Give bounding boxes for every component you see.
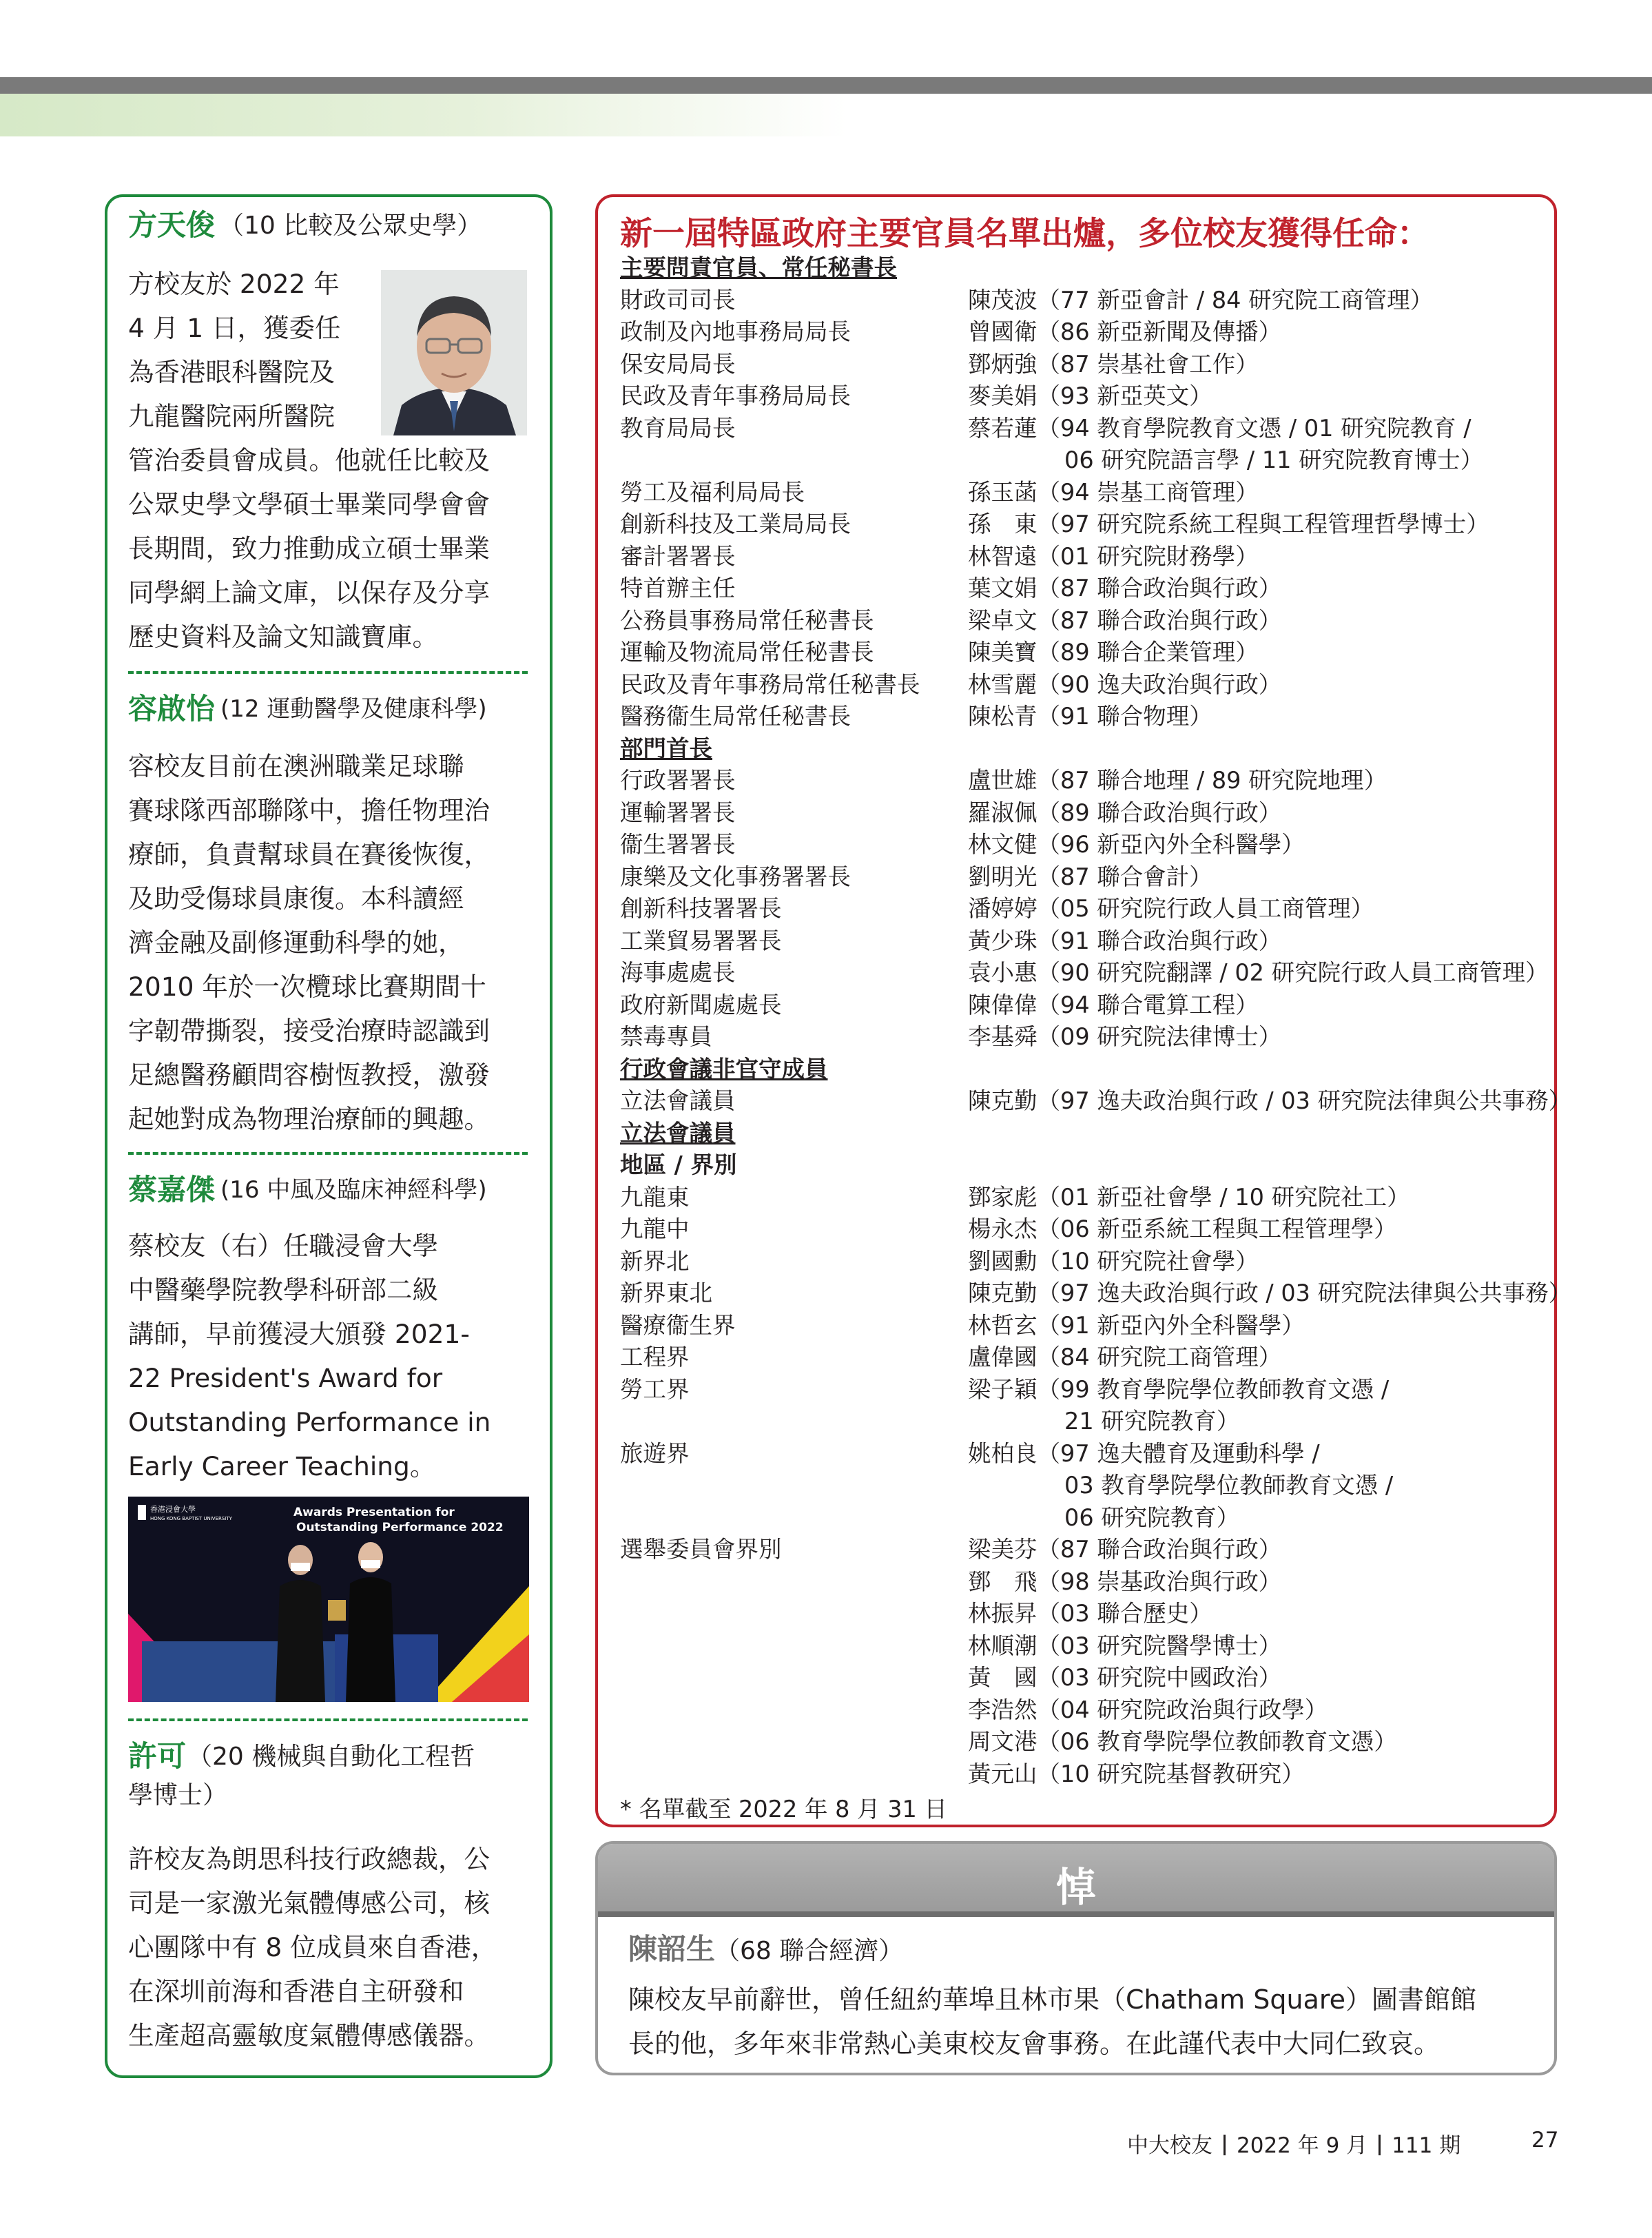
text-line: 起她對成為物理治療師的興趣。 [128,1104,490,1134]
position-title: 九龍東 [620,1183,690,1211]
obituary-person [628,1927,903,1968]
text-line: 2010 年於一次欖球比賽期間十 [128,972,486,1002]
footer-separator [1223,2135,1226,2155]
appointment-row [620,316,1557,349]
page-number: 27 [1531,2128,1559,2153]
text-line: 足總醫務顧問容樹恆教授，激發 [128,1060,490,1090]
obituary-note: （68 聯合經濟） [715,1937,904,1965]
position-title [620,1598,968,1630]
appointment-row [620,1758,1557,1791]
appointee: 李浩然（04 研究院政治與行政學） [968,1696,1328,1723]
appointee: 曾國衛（86 新亞新聞及傳播） [968,318,1282,345]
appointment-row [620,285,1557,317]
top-gradient-band [0,94,847,136]
appointee: 陳松青（91 聯合物理） [968,703,1212,730]
appointment-row [620,1662,1557,1694]
appointee: 葉文娟（87 聯合政治與行政） [968,575,1282,602]
position-title: 九龍中 [620,1215,690,1242]
appointee: 黃 國（03 研究院中國政治） [968,1664,1282,1691]
award-banner-line-1: Awards Presentation for [293,1506,455,1519]
appointment-row [620,380,1557,413]
appointment-row [620,541,1557,573]
appointee: 06 研究院語言學 / 11 研究院教育博士） [1064,446,1484,473]
position-title: 財政司司長 [620,286,736,314]
appointment-row [620,957,1557,989]
appointment-row [620,1374,1557,1406]
text-line: 蔡校友（右）任職浸會大學 [128,1231,438,1261]
text-line: 為香港眼科醫院及 [128,357,335,387]
appointee: 姚柏良（97 逸夫體育及運動科學 / [968,1439,1320,1467]
footer [1127,2128,1460,2159]
position-title [620,1694,968,1727]
appointments-title: 新一屆特區政府主要官員名單出爐，多位校友獲得任命： [620,215,1429,253]
text-line: Early Career Teaching。 [128,1451,436,1481]
text-line: 4 月 1 日，獲委任 [128,313,341,343]
text-line: 許校友為朗思科技行政總裁，公 [128,1844,490,1874]
appointee: 21 研究院教育） [1064,1408,1240,1435]
appointee: 梁卓文（87 聯合政治與行政） [968,606,1282,634]
obituary-header [598,1844,1554,1917]
appointee: 林文健（96 新亞內外全科醫學） [968,831,1305,858]
dashed-divider [128,1152,528,1155]
appointment-row [620,1470,1557,1502]
text-line: 字韌帶撕裂，接受治療時認識到 [128,1016,490,1046]
position-title [620,1662,968,1694]
text-line: 在深圳前海和香港自主研發和 [128,1976,464,2006]
appointee: 李基舜（09 研究院法律博士） [968,1023,1282,1050]
position-title: 新界東北 [620,1280,712,1306]
alumni-name-2: 容啟怡 [128,692,216,726]
appointee: 孫玉菡（94 崇基工商管理） [968,478,1259,506]
appointment-row [620,573,1557,605]
text-line: 賽球隊西部聯隊中，擔任物理治 [128,795,490,825]
alumni-name-1: 方天俊 [128,208,216,242]
position-title: 特首辦主任 [620,575,736,602]
award-logo-sub: HONG KONG BAPTIST UNIVERSITY [150,1516,232,1521]
alumni-text-1-short [128,262,340,438]
appointment-row [620,1534,1557,1566]
text-line: 方校友於 2022 年 [128,269,340,299]
dashed-divider [128,1718,528,1721]
appointment-row [620,1342,1557,1374]
position-title: 新界北 [620,1247,690,1275]
appointee: 陳克勤（97 逸夫政治與行政 / 03 研究院法律與公共事務） [968,1280,1572,1306]
position-title: 行政署署長 [620,767,736,794]
section-heading: 立法會議員 [620,1119,736,1147]
appointment-row [620,1598,1557,1630]
appointee: 潘婷婷（05 研究院行政人員工商管理） [968,895,1374,922]
footer-separator [1379,2135,1381,2155]
appointee: 袁小惠（90 研究院翻譯 / 02 研究院行政人員工商管理） [968,959,1549,986]
position-title [620,444,968,477]
obituary-text [628,1978,1538,2066]
section-heading-row [620,1118,1557,1150]
position-title: 禁毒專員 [620,1023,712,1050]
text-line: 長期間，致力推動成立碩士畢業 [128,533,490,564]
dashed-divider [128,671,528,674]
text-line: 及助受傷球員康復。本科讀經 [128,883,464,914]
position-title: 選舉委員會界別 [620,1536,782,1563]
appointee: 陳偉偉（94 聯合電算工程） [968,991,1259,1018]
appointee: 鄧炳強（87 崇基社會工作） [968,350,1259,378]
appointment-row [620,1726,1557,1758]
position-title [620,1502,968,1534]
text-line: 同學網上論文庫，以保存及分享 [128,577,490,608]
appointee: 林順潮（03 研究院醫學博士） [968,1632,1282,1659]
position-title [620,1470,968,1502]
text-line: 22 President's Award for [128,1363,443,1393]
section-heading: 部門首長 [620,735,712,762]
text-line: 講師，早前獲浸大頒發 2021- [128,1319,470,1349]
award-logo-text: 香港浸會大學 [150,1505,196,1514]
appointee: 麥美娟（93 新亞英文） [968,382,1212,409]
appointee: 林哲玄（91 新亞內外全科醫學） [968,1311,1305,1339]
appointee: 蔡若蓮（94 教育學院教育文憑 / 01 研究院教育 / [968,414,1472,442]
position-title: 立法會議員 [620,1087,736,1114]
footer-issue-date: 2022 年 9 月 [1237,2133,1368,2158]
appointment-row [620,1021,1557,1054]
position-title: 審計署署長 [620,542,736,570]
position-title [620,1630,968,1663]
appointment-row [620,925,1557,958]
section-heading: 主要問責官員、常任秘書長 [620,254,897,281]
alumni-name-3: 蔡嘉傑 [128,1173,216,1207]
appointee: 林智遠（01 研究院財務學） [968,542,1259,570]
appointment-row [620,1566,1557,1599]
position-title: 醫務衞生局常任秘書長 [620,703,851,730]
subheading: 地區 / 界別 [620,1151,737,1178]
footer-magazine: 中大校友 [1127,2133,1212,2158]
appointment-row [620,349,1557,381]
appointee: 羅淑佩（89 聯合政治與行政） [968,799,1282,826]
text-line: 濟金融及副修運動科學的她， [128,927,464,958]
appointee: 陳茂波（77 新亞會計 / 84 研究院工商管理） [968,286,1434,314]
text-line: 司是一家激光氣體傳感公司，核 [128,1888,490,1918]
appointment-row [620,861,1557,894]
text-line: 療師，負責幫球員在賽後恢復， [128,839,490,870]
appointment-row [620,605,1557,637]
position-title: 海事處處長 [620,959,736,986]
award-banner-line-2: Outstanding Performance 2022 [296,1521,504,1534]
appointment-row [620,509,1557,541]
position-title: 旅遊界 [620,1439,690,1467]
appointments-table [620,252,1572,1790]
text-line: 容校友目前在澳洲職業足球聯 [128,751,464,781]
appointee: 周文港（06 教育學院學位教師教育文憑） [968,1728,1397,1755]
appointment-row [620,1310,1557,1342]
appointment-row [620,829,1557,861]
appointment-row [620,1085,1572,1118]
position-title: 運輸署署長 [620,799,736,826]
appointee: 陳克勤（97 逸夫政治與行政 / 03 研究院法律與公共事務） [968,1087,1572,1114]
alumni-note-2: (12 運動醫學及健康科學) [220,695,487,723]
position-title: 政制及內地事務局局長 [620,318,851,345]
text-line: 長的他，多年來非常熱心美東校友會事務。在此謹代表中大同仁致哀。 [628,2029,1441,2059]
position-title [620,1758,968,1791]
position-title: 康樂及文化事務署署長 [620,863,851,890]
appointment-row [620,444,1557,477]
appointment-row [620,1182,1557,1214]
appointment-row [620,1277,1572,1310]
alumni-text-4 [128,1837,535,2057]
appointment-row [620,1502,1557,1534]
position-title: 民政及青年事務局局長 [620,382,851,409]
alumni-name-4: 許可 [128,1739,187,1773]
text-line: 生產超高靈敏度氣體傳感儀器。 [128,2020,490,2051]
appointment-row [620,989,1557,1022]
appointee: 鄧家彪（01 新亞社會學 / 10 研究院社工） [968,1183,1410,1211]
list-date-note: * 名單截至 2022 年 8 月 31 日 [620,1796,947,1823]
position-title [620,1726,968,1758]
appointment-row [620,1630,1557,1663]
award-photo-illustration [128,1497,529,1702]
appointee: 劉國勳（10 研究院社會學） [968,1247,1259,1275]
appointee: 黃少珠（91 聯合政治與行政） [968,927,1282,954]
appointee: 林雪麗（90 逸夫政治與行政） [968,670,1282,698]
position-title: 運輸及物流局常任秘書長 [620,639,874,666]
position-title: 勞工界 [620,1375,690,1403]
appointment-row [620,1213,1557,1246]
appointee: 06 研究院教育） [1064,1503,1240,1531]
position-title: 創新科技署署長 [620,895,782,922]
alumni-note-4: （20 機械與自動化工程哲 [187,1743,475,1771]
position-title: 教育局局長 [620,414,736,442]
position-title: 民政及青年事務局常任秘書長 [620,670,920,698]
appointee: 梁美芬（87 聯合政治與行政） [968,1536,1282,1563]
appointment-row [620,797,1557,830]
position-title: 創新科技及工業局局長 [620,511,851,537]
position-title: 工業貿易署署長 [620,927,782,954]
alumni-text-1-full [128,438,535,659]
portrait-photo [381,270,527,435]
appointee: 盧偉國（84 研究院工商管理） [968,1344,1282,1370]
appointment-row [620,637,1557,669]
appointment-row [620,701,1557,733]
position-title: 政府新聞處處長 [620,991,782,1018]
appointment-row [620,413,1557,445]
position-title: 保安局局長 [620,350,736,378]
top-bar [0,77,1652,94]
subheading-row [620,1149,1557,1182]
appointee: 03 教育學院學位教師教育文憑 / [1064,1472,1394,1499]
position-title: 衞生署署長 [620,831,736,858]
text-line: 公眾史學文學碩士畢業同學會會 [128,489,490,520]
appointee: 孫 東（97 研究院系統工程與工程管理哲學博士） [968,511,1489,537]
appointee: 陳美寶（89 聯合企業管理） [968,639,1259,666]
position-title: 醫療衞生界 [620,1311,736,1339]
position-title: 工程界 [620,1344,690,1370]
text-line: 歷史資料及論文知識寶庫。 [128,622,438,652]
text-line: 九龍醫院兩所醫院 [128,401,335,431]
alumni-text-3 [128,1224,529,1488]
section-heading-row [620,1054,1557,1086]
appointee: 鄧 飛（98 崇基政治與行政） [968,1568,1282,1595]
appointee: 黃元山（10 研究院基督教研究） [968,1760,1305,1787]
appointee: 劉明光（87 聯合會計） [968,863,1212,890]
alumni-note-1: （10 比較及公眾史學） [219,212,482,240]
appointee: 梁子穎（99 教育學院學位教師教育文憑 / [968,1375,1390,1403]
section-heading-row [620,733,1557,766]
appointee: 林振昇（03 聯合歷史） [968,1600,1212,1627]
section-heading: 行政會議非官守成員 [620,1055,828,1082]
portrait-illustration [381,270,527,435]
appointment-row [620,893,1557,925]
section-heading-row [620,252,1557,285]
appointment-row [620,477,1557,509]
position-title: 勞工及福利局局長 [620,478,805,506]
appointment-row [620,1438,1557,1470]
alumni-note-4-cont: 學博士） [128,1781,228,1809]
alumni-text-2 [128,744,535,1141]
appointment-row [620,765,1557,797]
award-ceremony-photo [128,1497,529,1702]
text-line: 中醫藥學院教學科研部二級 [128,1275,438,1305]
appointment-row [620,669,1557,701]
text-line: 心團隊中有 8 位成員來自香港， [128,1932,497,1962]
appointee: 楊永杰（06 新亞系統工程與工程管理學） [968,1215,1397,1242]
position-title: 公務員事務局常任秘書長 [620,606,874,634]
alumni-note-3: (16 中風及臨床神經科學) [220,1176,487,1204]
appointment-row [620,1246,1557,1278]
position-title [620,1566,968,1599]
footer-issue-no: 111 期 [1392,2133,1461,2158]
appointment-row [620,1406,1557,1438]
obituary-name: 陳韶生 [628,1932,716,1966]
obituary-heading: 悼 [1055,1864,1096,1911]
appointee: 盧世雄（87 聯合地理 / 89 研究院地理） [968,767,1387,794]
text-line: 管治委員會成員。他就任比較及 [128,445,490,475]
appointment-row [620,1694,1557,1727]
text-line: Outstanding Performance in [128,1407,491,1437]
position-title [620,1406,968,1438]
text-line: 陳校友早前辭世，曾任紐約華埠且林市果（Chatham Square）圖書館館 [628,1984,1477,2015]
